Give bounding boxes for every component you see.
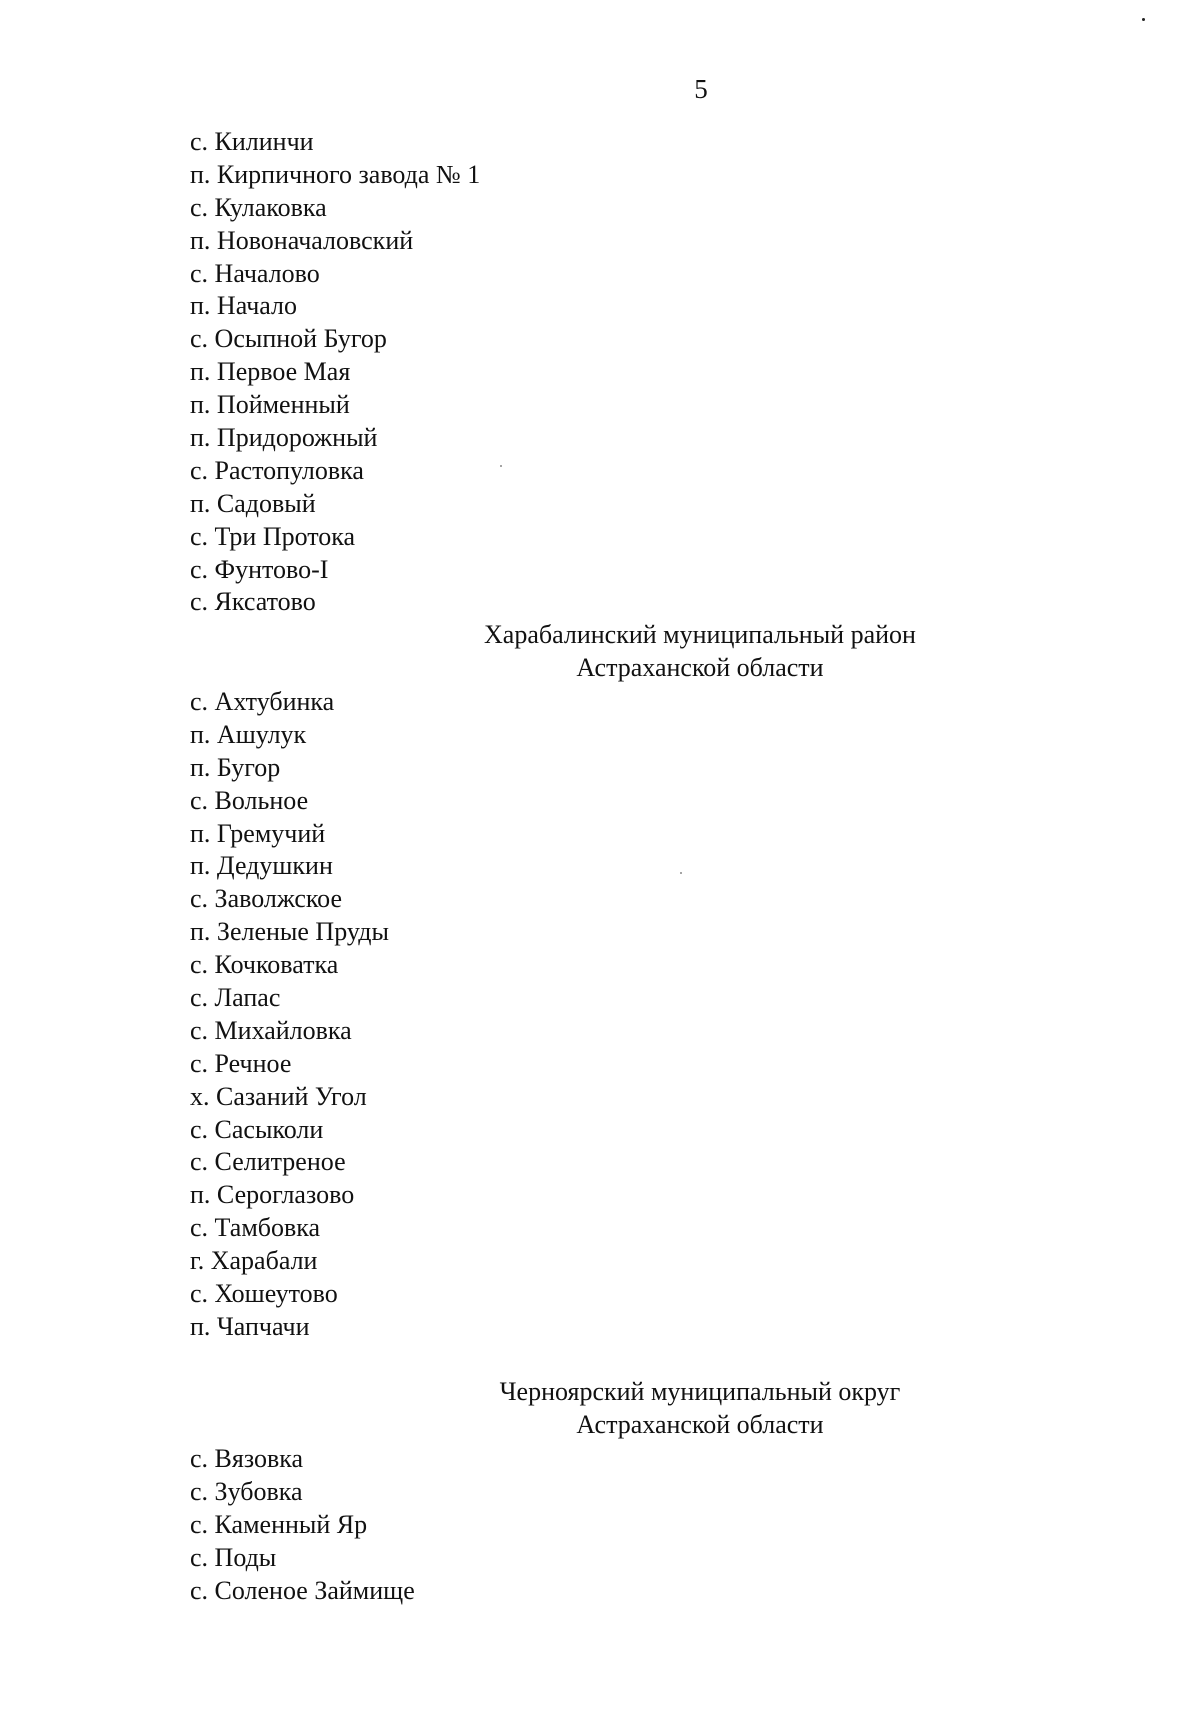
list-item: с. Кулаковка bbox=[190, 192, 327, 222]
list-item: п. Дедушкин bbox=[190, 851, 333, 881]
list-item: п. Первое Мая bbox=[190, 357, 351, 387]
list-item: с. Килинчи bbox=[190, 127, 314, 156]
list-item: с. Заволжское bbox=[190, 884, 343, 914]
list-item: с. Тамбовка bbox=[190, 1213, 321, 1243]
heading-line: Астраханской области bbox=[576, 653, 824, 682]
list-item: с. Каменный Яр bbox=[190, 1509, 368, 1539]
list-item: п. Начало bbox=[190, 291, 298, 321]
list-item: п. Садовый bbox=[190, 488, 316, 518]
list-item: с. Михайловка bbox=[190, 1015, 352, 1045]
list-item: п. Ашулук bbox=[190, 719, 307, 749]
heading-line: Астраханской области bbox=[576, 1410, 824, 1439]
scan-speck bbox=[500, 465, 502, 467]
list-item: с. Растопуловка bbox=[190, 455, 364, 485]
list-item: п. Пойменный bbox=[190, 390, 350, 420]
list-item: с. Зубовка bbox=[190, 1476, 303, 1506]
section-heading-kharabali bbox=[400, 618, 1000, 684]
scan-speck bbox=[1142, 18, 1145, 21]
heading-line: Харабалинский муниципальный район bbox=[484, 620, 916, 649]
list-item: с. Осыпной Бугор bbox=[190, 324, 387, 354]
list-item: с. Вязовка bbox=[190, 1444, 304, 1473]
settlement-list-1 bbox=[190, 126, 480, 619]
list-item: п. Зеленые Пруды bbox=[190, 917, 389, 947]
list-item: г. Харабали bbox=[190, 1246, 318, 1276]
list-item: с. Началово bbox=[190, 258, 320, 288]
list-item: п. Бугор bbox=[190, 752, 281, 782]
list-item: с. Кочковатка bbox=[190, 950, 339, 980]
settlement-list-3 bbox=[190, 1443, 415, 1607]
list-item: с. Речное bbox=[190, 1048, 292, 1078]
settlement-list-2 bbox=[190, 686, 389, 1344]
list-item: п. Кирпичного завода № 1 bbox=[190, 159, 481, 189]
list-item: п. Новоначаловский bbox=[190, 225, 414, 255]
list-item: с. Хошеутово bbox=[190, 1279, 338, 1309]
list-item: с. Селитреное bbox=[190, 1147, 346, 1177]
list-item: с. Ахтубинка bbox=[190, 687, 335, 716]
list-item: с. Фунтово-I bbox=[190, 554, 329, 584]
list-item: с. Три Протока bbox=[190, 521, 356, 551]
list-item: с. Сасыколи bbox=[190, 1114, 324, 1144]
page-number: 5 bbox=[694, 74, 708, 104]
list-item: х. Сазаний Угол bbox=[190, 1081, 367, 1111]
list-item: с. Поды bbox=[190, 1542, 277, 1572]
list-item: п. Сероглазово bbox=[190, 1180, 355, 1210]
list-item: п. Гремучий bbox=[190, 818, 326, 848]
section-heading-chernoyarsky bbox=[400, 1375, 1000, 1441]
list-item: с. Вольное bbox=[190, 785, 309, 815]
list-item: с. Лапас bbox=[190, 983, 281, 1013]
list-item: п. Придорожный bbox=[190, 423, 378, 453]
list-item: с. Яксатово bbox=[190, 587, 316, 617]
list-item: с. Соленое Займище bbox=[190, 1575, 415, 1605]
list-item: п. Чапчачи bbox=[190, 1311, 310, 1341]
heading-line: Черноярский муниципальный округ bbox=[499, 1377, 901, 1406]
scan-speck bbox=[680, 872, 682, 874]
